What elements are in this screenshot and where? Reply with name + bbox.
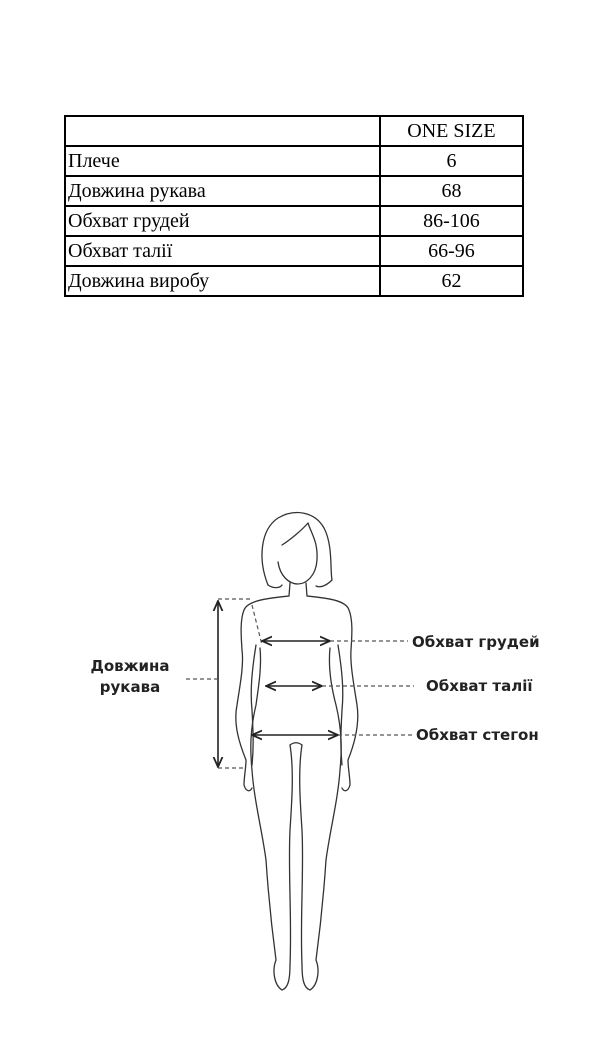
- row-value-cell: 62: [380, 266, 523, 296]
- waist-label: Обхват талії: [426, 677, 533, 695]
- table-row: [65, 266, 523, 296]
- hips-label: Обхват стегон: [416, 726, 539, 744]
- table-row: [65, 236, 523, 266]
- table-row: [65, 176, 523, 206]
- row-name-cell: Довжина рукава: [65, 176, 380, 206]
- row-name-cell: Обхват талії: [65, 236, 380, 266]
- header-cell-empty: [65, 116, 380, 146]
- row-name-cell: Обхват грудей: [65, 206, 380, 236]
- woman-figure-outline: [236, 513, 358, 990]
- table-header-row: [65, 116, 523, 146]
- table-row: [65, 206, 523, 236]
- table-row: [65, 146, 523, 176]
- sleeve-length-label-line1: Довжина: [90, 657, 170, 675]
- row-value-cell: 66-96: [380, 236, 523, 266]
- row-value-cell: 6: [380, 146, 523, 176]
- row-name-cell: Довжина виробу: [65, 266, 380, 296]
- row-value-cell: 86-106: [380, 206, 523, 236]
- header-cell-size: ONE SIZE: [380, 116, 523, 146]
- chest-label: Обхват грудей: [412, 633, 540, 651]
- row-name-cell: Плече: [65, 146, 380, 176]
- row-value-cell: 68: [380, 176, 523, 206]
- body-figure-svg: [0, 500, 600, 1000]
- sleeve-length-label-line2: рукава: [99, 678, 161, 696]
- measurement-diagram: [0, 500, 600, 1000]
- size-table: [64, 115, 524, 297]
